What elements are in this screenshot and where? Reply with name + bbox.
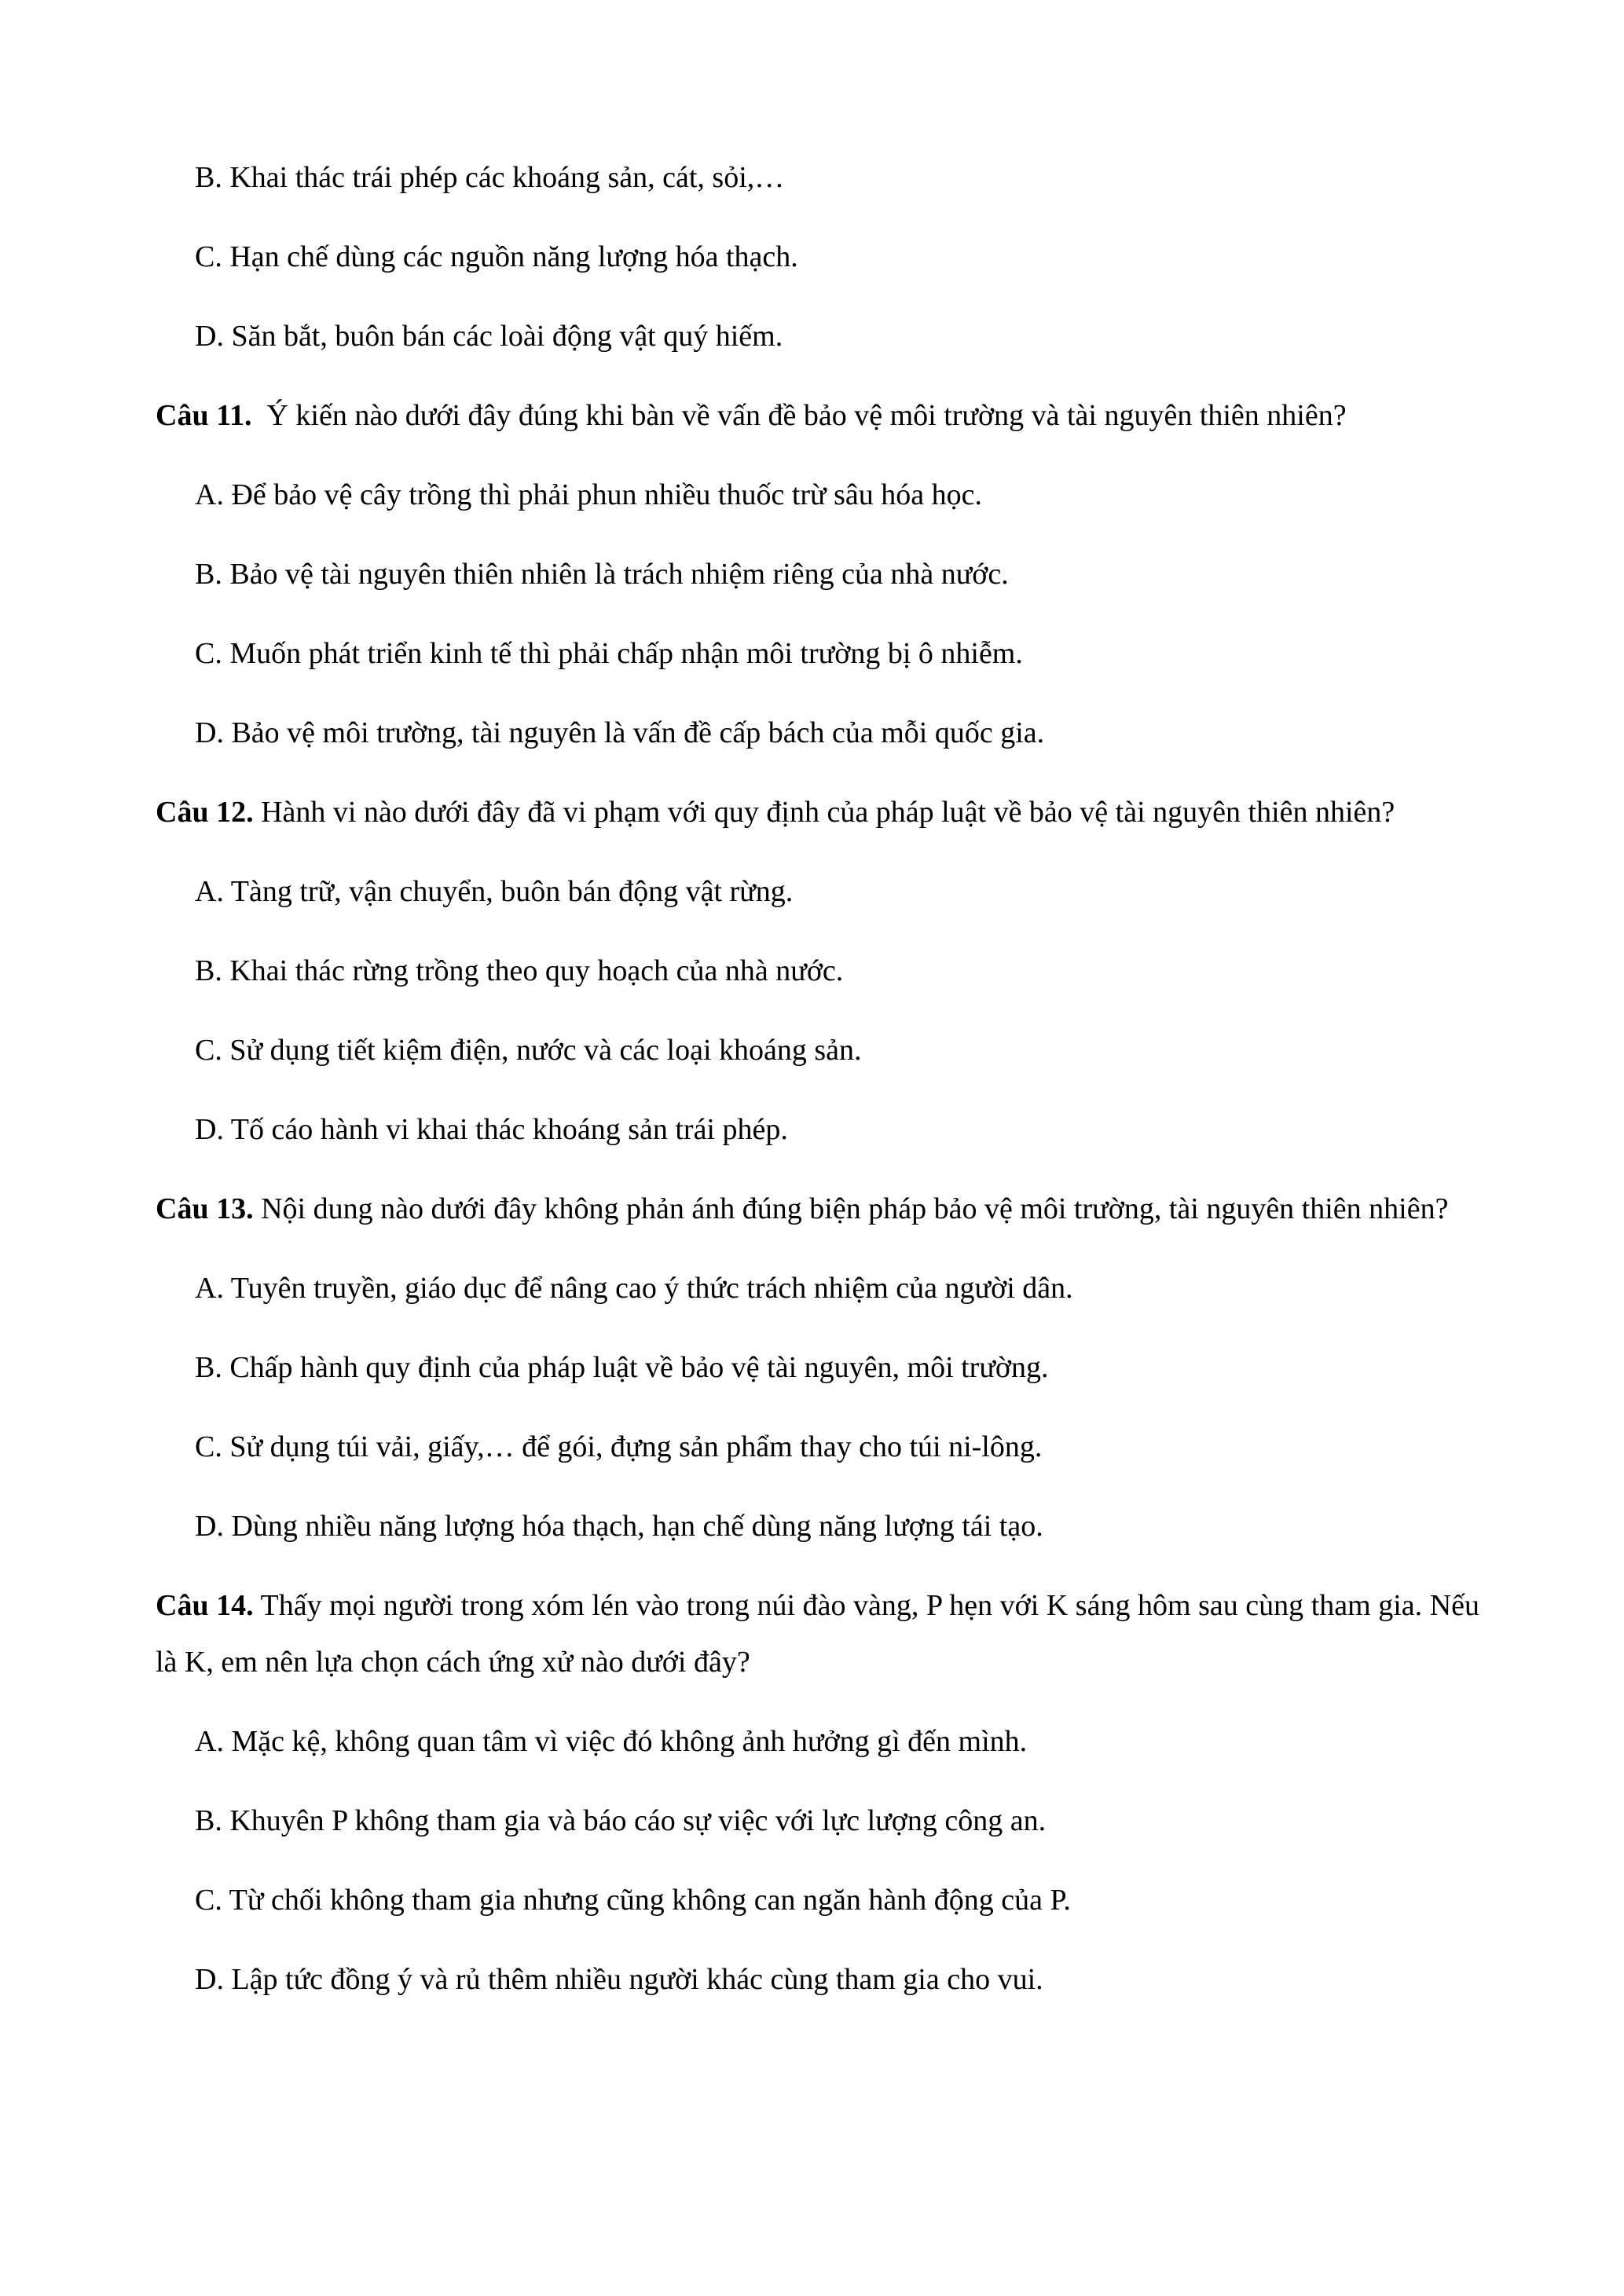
question-11-option-c: C. Muốn phát triển kinh tế thì phải chấp nhận môi trường bị ô nhiễm. (195, 637, 1023, 670)
question-11-option-a: A. Để bảo vệ cây trồng thì phải phun nhiều thuốc trừ sâu hóa học. (195, 478, 983, 511)
question-14 (156, 1577, 1487, 1690)
question-13-option-d: D. Dùng nhiều năng lượng hóa thạch, hạn chế dùng năng lượng tái tạo. (195, 1510, 1043, 1543)
question-13-option-a: A. Tuyên truyền, giáo dục để nâng cao ý thức trách nhiệm của người dân. (195, 1272, 1073, 1305)
question-14-text: Thấy mọi người trong xóm lén vào trong núi đào vàng, P hẹn với K sáng hôm sau cùng tham gia. Nếu là K, em nên lựa chọn cách ứng xử nào dưới đây? (156, 1589, 1487, 1679)
question-13-option-c: C. Sử dụng túi vải, giấy,… để gói, đựng sản phẩm thay cho túi ni-lông. (195, 1430, 1043, 1463)
question-12-option-d: D. Tố cáo hành vi khai thác khoáng sản trái phép. (195, 1113, 788, 1146)
question-12-option-c: C. Sử dụng tiết kiệm điện, nước và các loại khoáng sản. (195, 1034, 862, 1067)
question-13-label: Câu 13. (156, 1192, 254, 1225)
question-14-option-b: B. Khuyên P không tham gia và báo cáo sự việc với lực lượng công an. (195, 1804, 1047, 1837)
question-14-option-a: A. Mặc kệ, không quan tâm vì việc đó không ảnh hưởng gì đến mình. (195, 1725, 1028, 1758)
question-12-option-a: A. Tàng trữ, vận chuyển, buôn bán động vật rừng. (195, 875, 794, 908)
question-14-label: Câu 14. (156, 1589, 254, 1622)
question-13-option-b: B. Chấp hành quy định của pháp luật về bảo vệ tài nguyên, môi trường. (195, 1351, 1049, 1384)
question-14-option-d: D. Lập tức đồng ý và rủ thêm nhiều người khác cùng tham gia cho vui. (195, 1963, 1043, 1996)
question-13-text: Nội dung nào dưới đây không phản ánh đúng biện pháp bảo vệ môi trường, tài nguyên thiên nhiên? (253, 1192, 1449, 1225)
document-page (156, 149, 1487, 2031)
question-11-label: Câu 11. (156, 399, 252, 432)
question-12-text: Hành vi nào dưới đây đã vi phạm với quy định của pháp luật về bảo vệ tài nguyên thiên nhiên? (253, 796, 1395, 829)
question-12-option-b: B. Khai thác rừng trồng theo quy hoạch của nhà nước. (195, 954, 844, 987)
option-prev-d: D. Săn bắt, buôn bán các loài động vật quý hiếm. (195, 320, 783, 353)
question-14-option-c: C. Từ chối không tham gia nhưng cũng không can ngăn hành động của P. (195, 1884, 1071, 1917)
question-11 (156, 387, 1479, 444)
option-prev-b: B. Khai thác trái phép các khoáng sản, cát, sỏi,… (195, 161, 785, 194)
option-prev-c: C. Hạn chế dùng các nguồn năng lượng hóa thạch. (195, 240, 798, 273)
question-12 (156, 784, 1479, 840)
question-12-label: Câu 12. (156, 796, 254, 829)
question-11-text: Ý kiến nào dưới đây đúng khi bàn về vấn đề bảo vệ môi trường và tài nguyên thiên nhiên? (251, 399, 1347, 432)
question-11-option-d: D. Bảo vệ môi trường, tài nguyên là vấn đề cấp bách của mỗi quốc gia. (195, 716, 1045, 749)
question-13 (156, 1181, 1479, 1237)
question-11-option-b: B. Bảo vệ tài nguyên thiên nhiên là trách nhiệm riêng của nhà nước. (195, 558, 1009, 591)
